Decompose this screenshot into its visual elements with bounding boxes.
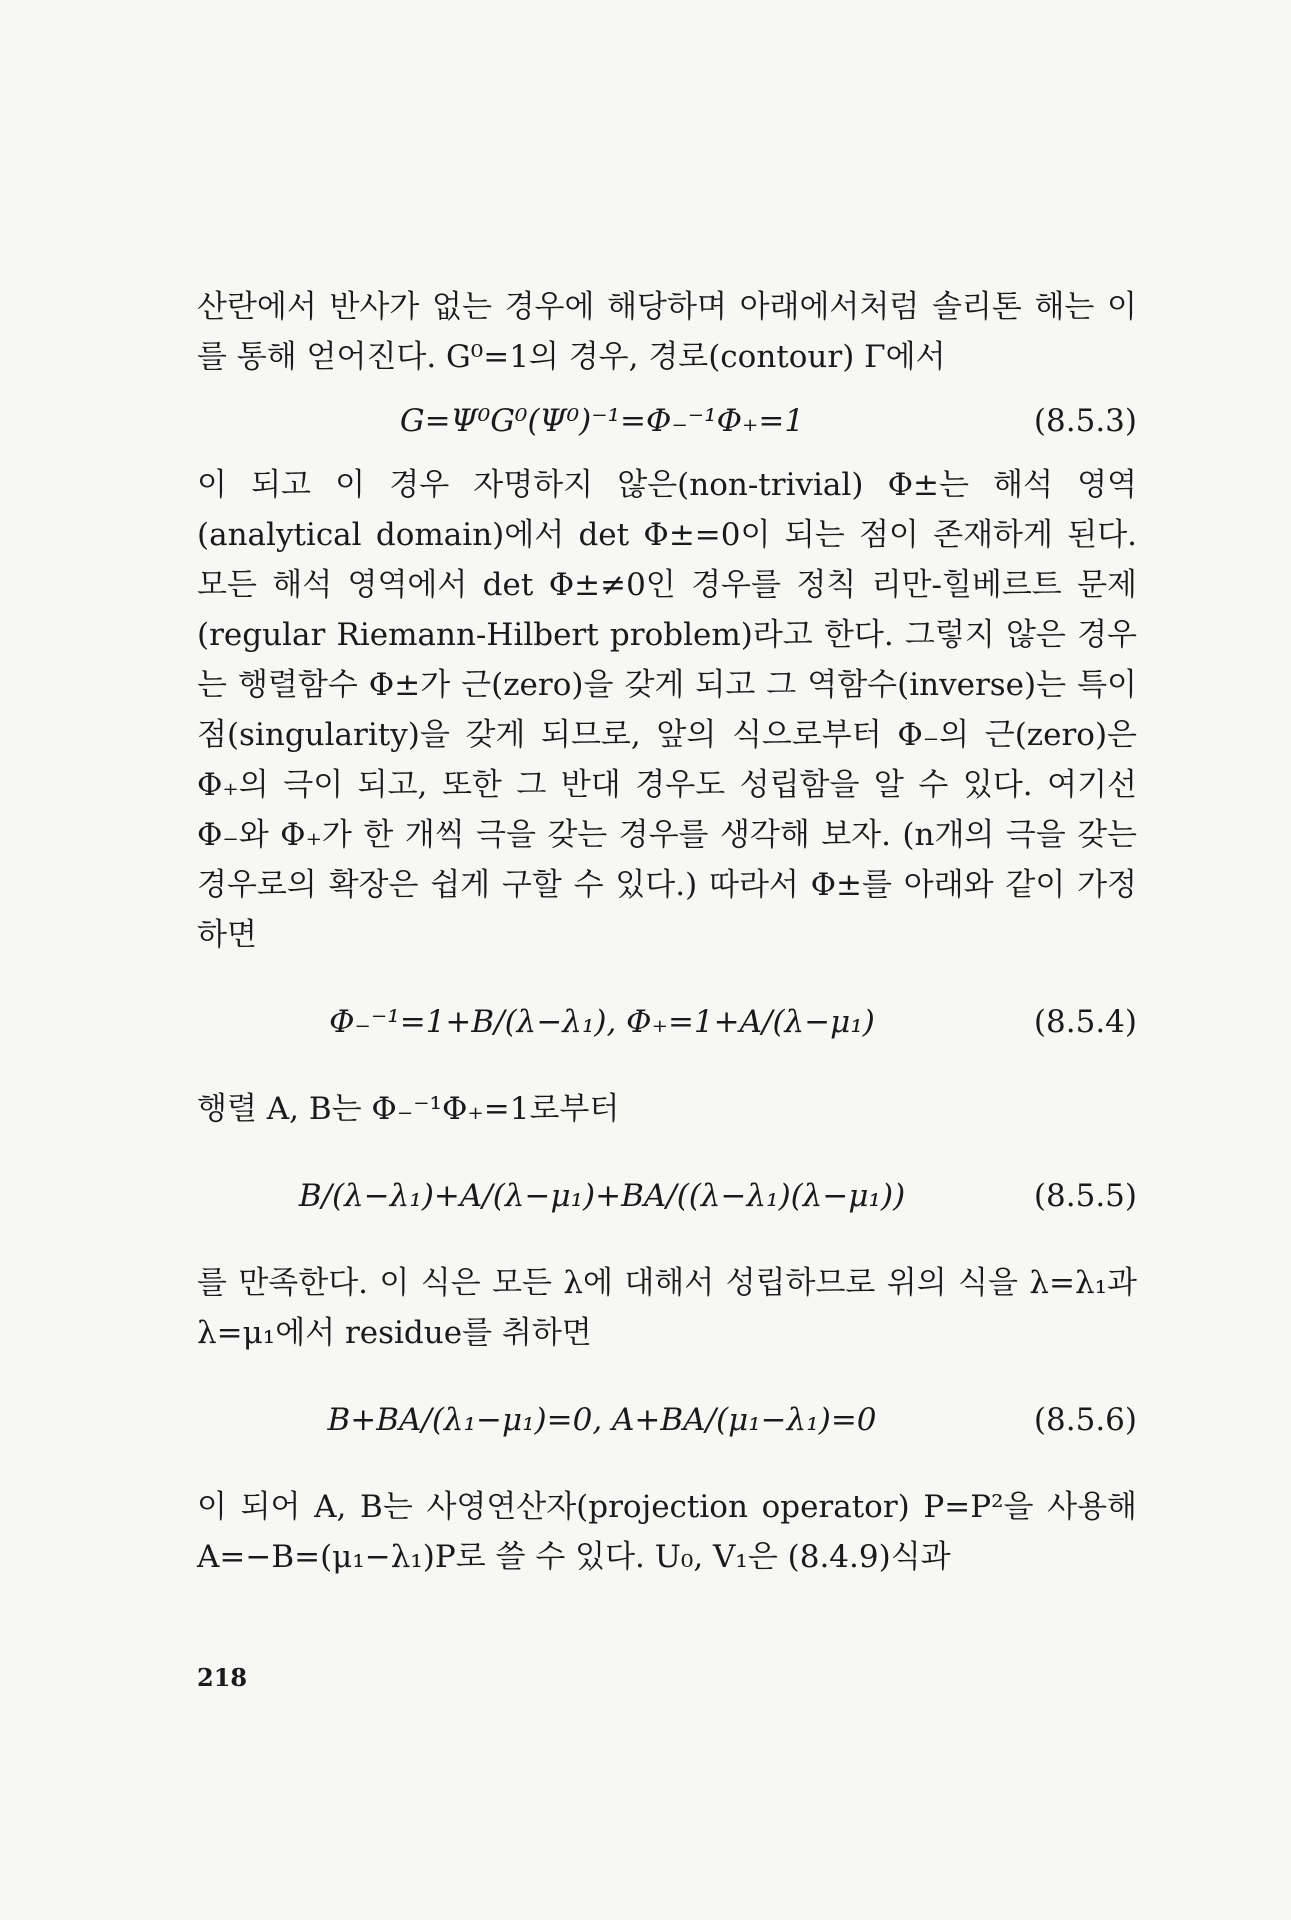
equation-8-5-5 [197,1148,1137,1244]
equation-number: (8.5.4) [1033,1004,1137,1040]
equation-expression: G=Ψ⁰G⁰(Ψ⁰)⁻¹=Φ₋⁻¹Φ₊=1 [399,403,805,439]
equation-number: (8.5.6) [1033,1402,1137,1438]
equation-8-5-4 [197,974,1137,1070]
equation-expression: B+BA/(λ₁−μ₁)=0, A+BA/(μ₁−λ₁)=0 [327,1402,877,1438]
equation-number: (8.5.3) [1033,403,1137,439]
paragraph-4: 를 만족한다. 이 식은 모든 λ에 대해서 성립하므로 위의 식을 λ=λ₁과 λ=μ₁에서 residue를 취하면 [197,1265,1137,1351]
paragraph-5: 이 되어 A, B는 사영연산자(projection operator) P=P²을 사용해 A=−B=(μ₁−λ₁)P로 쓸 수 있다. U₀, V₁은 (8.4.9)식과 [197,1489,1137,1575]
paragraph-1: 산란에서 반사가 없는 경우에 해당하며 아래에서처럼 솔리톤 해는 이를 통해 얻어진다. G⁰=1의 경우, 경로(contour) Γ에서 [197,289,1137,375]
equation-expression: Φ₋⁻¹=1+B/(λ−λ₁), Φ₊=1+A/(λ−μ₁) [329,1004,875,1040]
equation-8-5-6 [197,1372,1137,1468]
text-block [197,282,1137,1582]
paragraph-3: 행렬 A, B는 Φ₋⁻¹Φ₊=1로부터 [197,1091,620,1127]
paragraph-2: 이 되고 이 경우 자명하지 않은(non-trivial) Φ±는 해석 영역(analytical domain)에서 det Φ±=0이 되는 점이 존재하게 된다. 모든 해석 영역에서 det Φ±≠0인 경우를 정칙 리만-힐베르트 문제(regular Riemann-Hilbert problem)라고 한다. 그렇지 않은 경우는 행렬함수 Φ±가 근(zero)을 갖게 되고 그 역함수(inverse)는 특이점(singularity)을 갖게 되므로, 앞의 식으로부터 Φ₋의 근(zero)은 Φ₊의 극이 되고, 또한 그 반대 경우도 성립함을 알 수 있다. 여기선 Φ₋와 Φ₊가 한 개씩 극을 갖는 경우를 생각해 보자. (n개의 극을 갖는 경우로의 확장은 쉽게 구할 수 있다.) 따라서 Φ±를 아래와 같이 가정하면 [197,467,1137,953]
equation-number: (8.5.5) [1033,1178,1137,1214]
equation-8-5-3 [197,396,1137,446]
equation-expression: B/(λ−λ₁)+A/(λ−μ₁)+BA/((λ−λ₁)(λ−μ₁)) [298,1178,906,1214]
page-number: 218 [197,1663,248,1692]
